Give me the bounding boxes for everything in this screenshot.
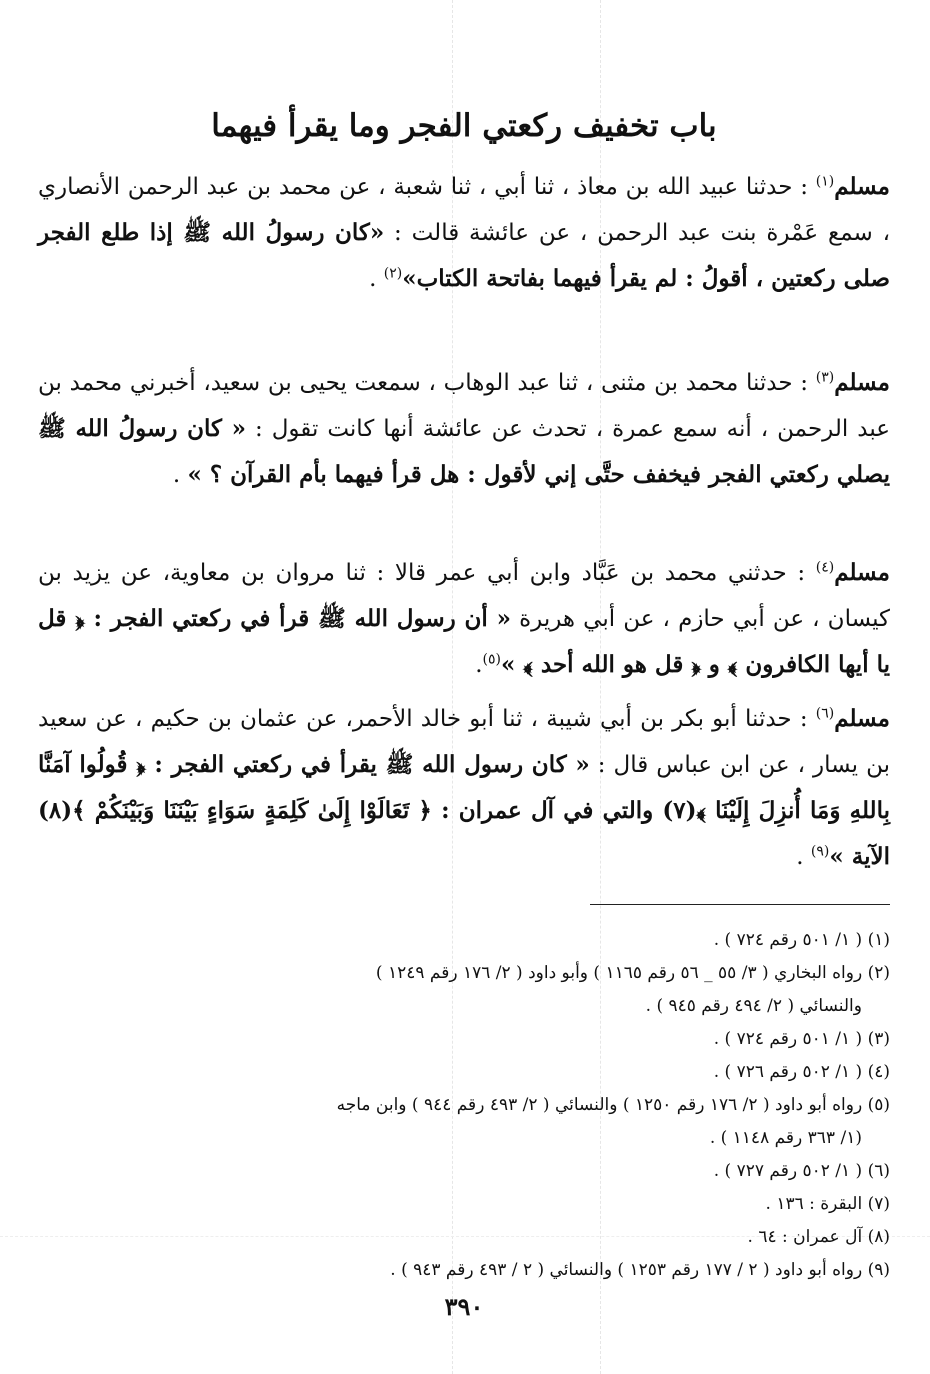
matn-text: « كان رسول الله ﷺ يقرأ في ركعتي الفجر : ﴿ قُولُوا آمَنَّا بِاللهِ وَمَا أُنزِلَ إِلَيْنَا ﴾(٧) والتي في آل عمران : ﴿ تَعَالَوْا إِلَىٰ كَلِمَةٍ سَوَاءٍ بَيْنَنَا وَبَيْنَكُمْ ﴾(٨) الآية » (38, 751, 890, 870)
footnote: (٣) ( ١/ ٥٠١ رقم ٧٢٤ ) . (713, 1029, 890, 1049)
page (38, 0, 890, 1374)
footnote: (٦) ( ١/ ٥٠٢ رقم ٧٢٧ ) . (713, 1161, 890, 1181)
footnote-ref[interactable]: (٣) (815, 369, 835, 386)
matn-text: « أن رسول الله ﷺ قرأ في ركعتي الفجر : ﴿ قل يا أيها الكافرون ﴾ و ﴿ قل هو الله أحد ﴾ » (38, 605, 890, 678)
matn-text: « كان رسولُ الله ﷺ يصلي ركعتي الفجر فيخفف حتَّى إني لأقول : هل قرأ فيهما بأم القرآن ؟ » (38, 415, 890, 488)
paragraph-end: . (475, 652, 483, 678)
source-name: مسلم (834, 369, 890, 396)
footnote-ref[interactable]: (١) (815, 173, 835, 190)
hadith-paragraph (38, 164, 890, 302)
matn-text: «كان رسولُ الله ﷺ إذا طلع الفجر صلى ركعتين ، أقولُ : لم يقرأ فيهما بفاتحة الكتاب» (38, 219, 890, 292)
footnote-ref[interactable]: (٩) (810, 843, 830, 860)
paragraph-end: . (172, 462, 188, 488)
page-number: ٣٩٠ (444, 1292, 484, 1321)
source-name: مسلم (834, 559, 890, 586)
footnote-ref[interactable]: (٥) (482, 651, 502, 668)
footnote: (٩) رواه أبو داود ( ٢ / ١٧٧ رقم ١٢٥٣ ) والنسائي ( ٢ / ٤٩٣ رقم ٩٤٣ ) . (390, 1260, 890, 1280)
paragraph-end: . (796, 844, 811, 870)
source-name: مسلم (834, 705, 890, 732)
hadith-paragraph (38, 360, 890, 498)
footnote: (٨) آل عمران : ٦٤ . (747, 1227, 890, 1247)
footnote-continuation: (١/ ٣٦٣ رقم ١١٤٨ ) . (709, 1128, 862, 1148)
footnote-ref[interactable]: (٢) (383, 265, 403, 282)
footnote-ref[interactable]: (٤) (815, 559, 835, 576)
source-name: مسلم (834, 173, 890, 200)
paragraph-end: . (369, 266, 384, 292)
footnote-ref[interactable]: (٦) (815, 705, 835, 722)
footnote: (٧) البقرة : ١٣٦ . (765, 1194, 890, 1214)
isnad-text: : حدثني محمد بن عَبَّاد وابن أبي عمر قالا : ثنا مروان بن معاوية، عن يزيد بن كيسان ، عن أبي حازم ، عن أبي هريرة (38, 560, 890, 632)
hadith-paragraph (38, 550, 890, 688)
footnote: (٥) رواه أبو داود ( ٢/ ١٧٦ رقم ١٢٥٠ ) والنسائي ( ٢/ ٤٩٣ رقم ٩٤٤ ) وابن ماجه (336, 1095, 890, 1115)
chapter-title: باب تخفيف ركعتي الفجر وما يقرأ فيهما (211, 108, 717, 144)
isnad-text: : حدثنا محمد بن مثنى ، ثنا عبد الوهاب ، سمعت يحيى بن سعيد، أخبرني محمد بن عبد الرحمن ، أنه سمع عمرة ، تحدث عن عائشة أنها كانت تقول : (38, 370, 890, 442)
footnote: (٤) ( ١/ ٥٠٢ رقم ٧٢٦ ) . (713, 1062, 890, 1082)
footnote-divider (590, 904, 890, 905)
footnote: (١) ( ١/ ٥٠١ رقم ٧٢٤ ) . (713, 930, 890, 950)
footnote-continuation: والنسائي ( ٢/ ٤٩٤ رقم ٩٤٥ ) . (645, 996, 862, 1016)
isnad-text: : حدثنا عبيد الله بن معاذ ، ثنا أبي ، ثنا شعبة ، عن محمد بن عبد الرحمن الأنصاري ، سمع عَمْرة بنت عبد الرحمن ، عن عائشة قالت : (38, 174, 891, 246)
hadith-paragraph (38, 696, 890, 880)
footnote: (٢) رواه البخاري ( ٣/ ٥٥ _ ٥٦ رقم ١١٦٥ ) وأبو داود ( ٢/ ١٧٦ رقم ١٢٤٩ ) (375, 963, 890, 983)
isnad-text: : حدثنا أبو بكر بن أبي شيبة ، ثنا أبو خالد الأحمر، عن عثمان بن حكيم ، عن سعيد بن يسار ، عن ابن عباس قال : (38, 706, 890, 778)
